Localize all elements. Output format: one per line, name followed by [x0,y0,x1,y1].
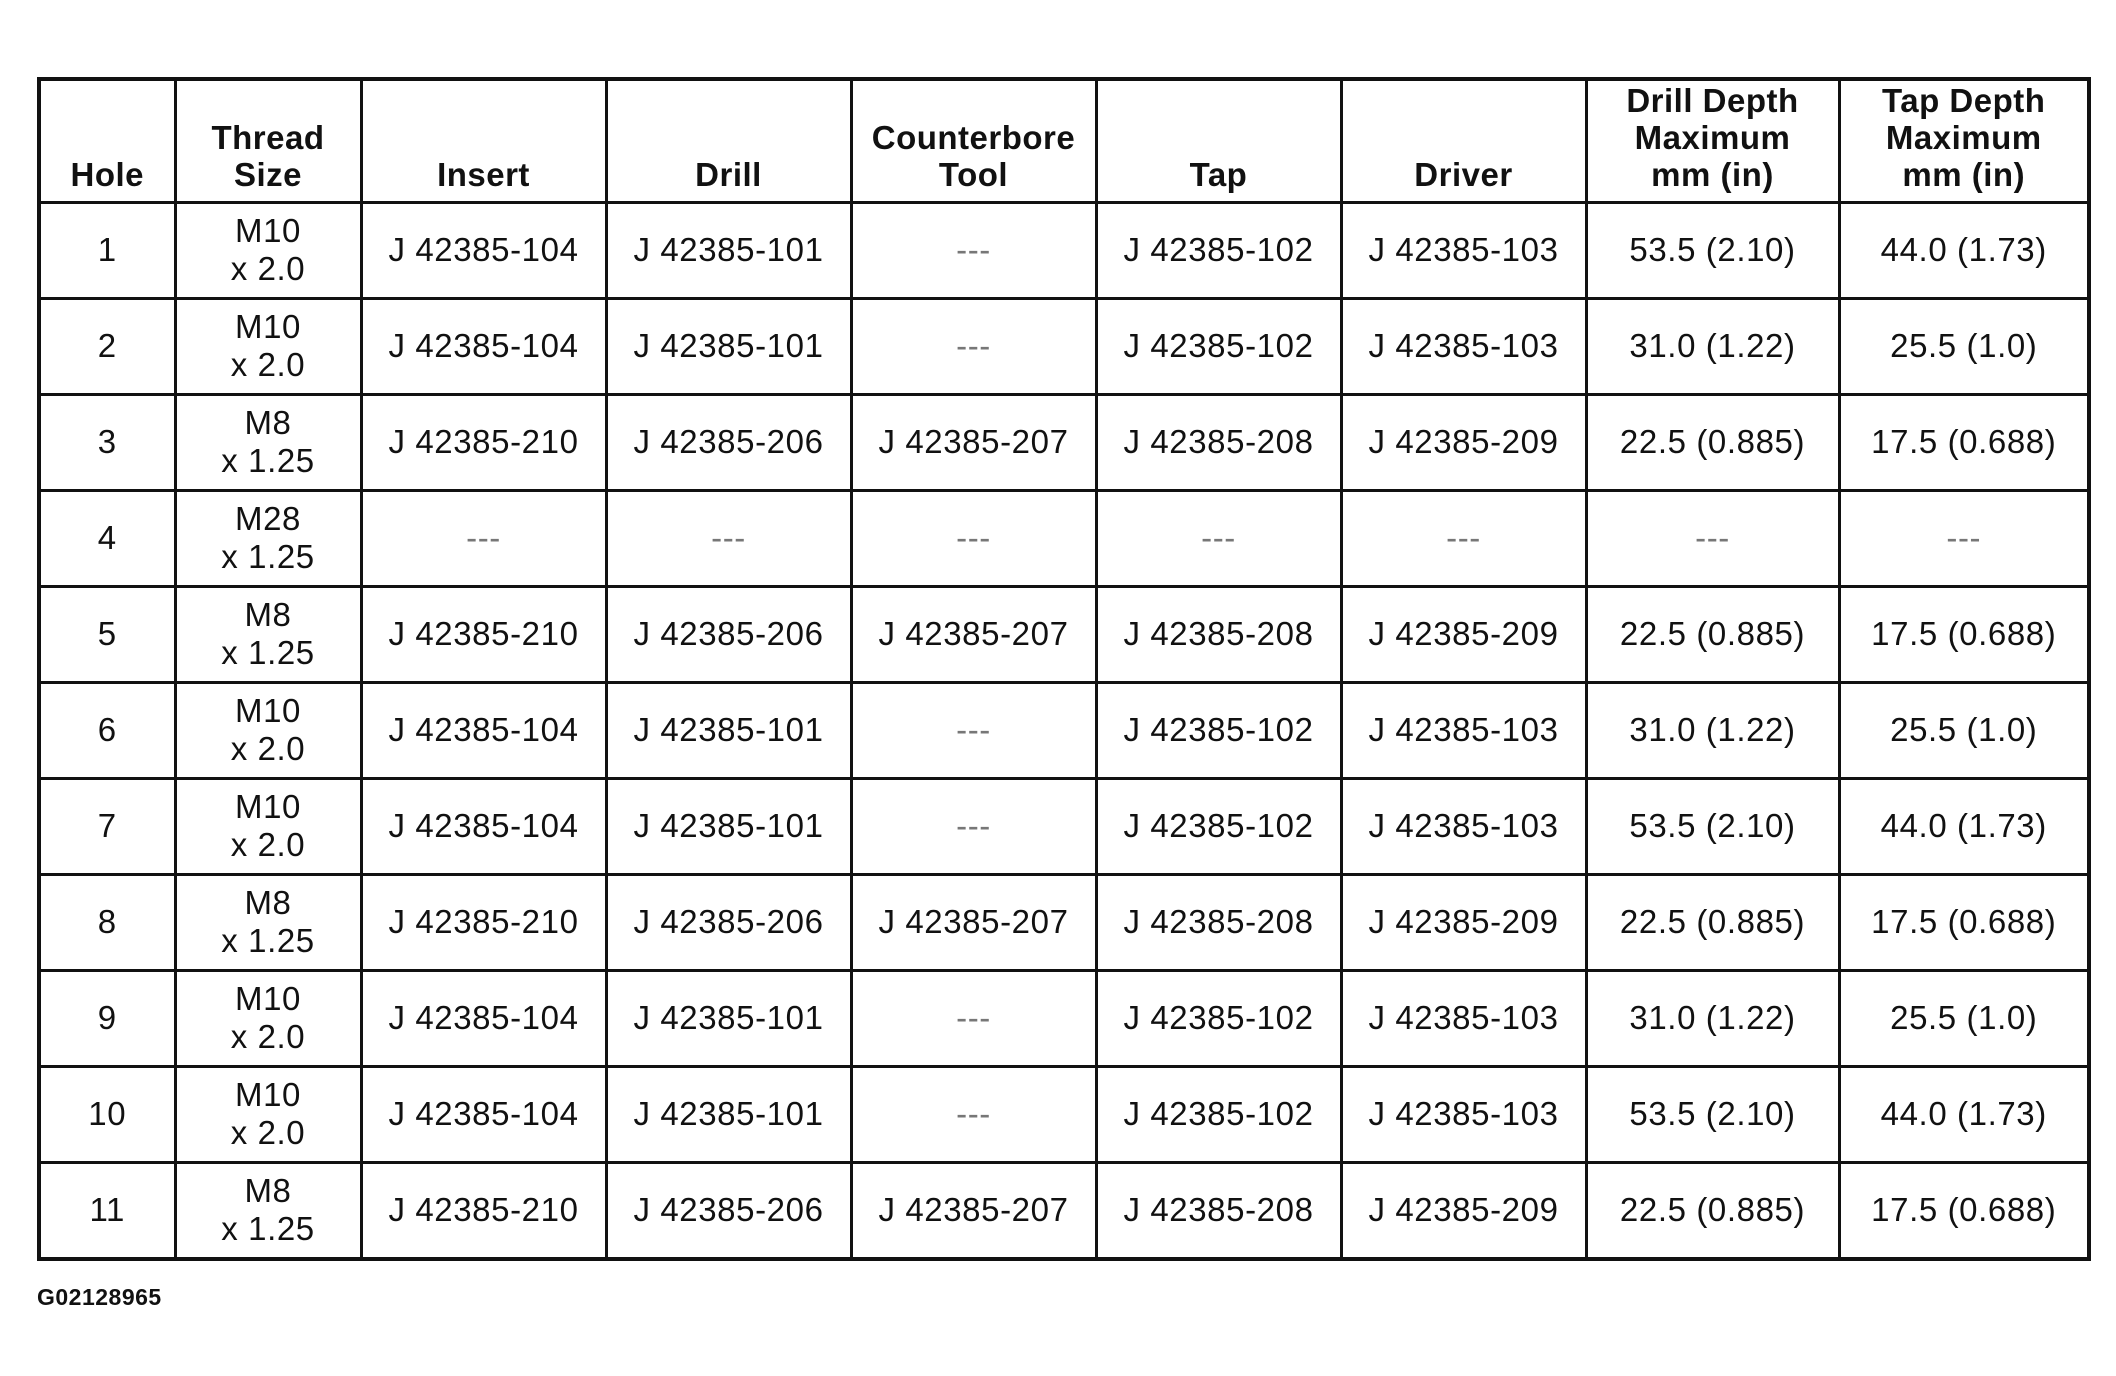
cell-line: x 1.25 [221,442,315,480]
cell-thread [175,682,361,778]
cell-counterbore: --- [851,682,1096,778]
cell-tap-depth: 17.5 (0.688) [1839,394,2089,490]
column-header-hole [39,79,175,203]
cell-drill: J 42385-101 [606,203,851,299]
column-header-thread-size [175,79,361,203]
cell-tap: J 42385-208 [1096,394,1341,490]
cell-thread [175,1162,361,1259]
cell-drill-depth: --- [1586,490,1839,586]
cell-tap-depth: 25.5 (1.0) [1839,682,2089,778]
cell-line: x 2.0 [230,1114,306,1152]
cell-driver: J 42385-103 [1341,682,1586,778]
table-body [39,203,2089,1260]
cell-line: x 2.0 [230,346,306,384]
cell-line: x 1.25 [221,538,315,576]
cell-line: M8 [244,404,292,442]
cell-tap: --- [1096,490,1341,586]
cell-hole: 2 [39,298,175,394]
cell-line: M10 [235,308,301,346]
cell-line: x 2.0 [230,826,306,864]
cell-thread [175,970,361,1066]
cell-thread [175,203,361,299]
table-header-row [39,79,2089,203]
cell-thread [175,874,361,970]
cell-drill: J 42385-206 [606,586,851,682]
column-header-line: Thread [211,119,325,156]
cell-line: x 2.0 [230,1018,306,1056]
cell-thread [175,1066,361,1162]
cell-driver: J 42385-209 [1341,394,1586,490]
cell-drill: J 42385-101 [606,682,851,778]
cell-tap-depth: 17.5 (0.688) [1839,586,2089,682]
cell-line: x 2.0 [230,730,306,768]
table-row [39,298,2089,394]
cell-hole: 9 [39,970,175,1066]
cell-line: M10 [235,212,301,250]
cell-tap-depth: 25.5 (1.0) [1839,298,2089,394]
cell-driver: J 42385-103 [1341,778,1586,874]
cell-driver: J 42385-103 [1341,1066,1586,1162]
column-header-line: Hole [70,156,144,193]
cell-thread [175,394,361,490]
cell-hole: 6 [39,682,175,778]
cell-drill-depth: 53.5 (2.10) [1586,1066,1839,1162]
cell-line: x 1.25 [221,922,315,960]
cell-counterbore: --- [851,203,1096,299]
cell-line: M10 [235,1076,301,1114]
cell-drill-depth: 53.5 (2.10) [1586,778,1839,874]
cell-counterbore: --- [851,298,1096,394]
cell-line: M8 [244,1172,292,1210]
cell-line: M10 [235,788,301,826]
column-header-counterbore-tool [851,79,1096,203]
cell-drill-depth: 31.0 (1.22) [1586,298,1839,394]
cell-line: M8 [244,596,292,634]
cell-line: M10 [235,980,301,1018]
cell-drill: J 42385-101 [606,778,851,874]
cell-line: M28 [235,500,301,538]
cell-drill-depth: 22.5 (0.885) [1586,394,1839,490]
cell-insert: J 42385-104 [361,970,606,1066]
table-row [39,394,2089,490]
cell-hole: 1 [39,203,175,299]
cell-line: M10 [235,692,301,730]
cell-counterbore: --- [851,970,1096,1066]
cell-insert: --- [361,490,606,586]
cell-thread [175,490,361,586]
tool-specification-table [37,77,2091,1261]
cell-line: M8 [244,884,292,922]
cell-insert: J 42385-104 [361,298,606,394]
column-header-line: Counterbore [871,119,1076,156]
column-header-line: Drill [695,156,762,193]
cell-insert: J 42385-104 [361,203,606,299]
cell-drill-depth: 53.5 (2.10) [1586,203,1839,299]
cell-drill: J 42385-206 [606,394,851,490]
cell-insert: J 42385-104 [361,1066,606,1162]
cell-tap-depth: 44.0 (1.73) [1839,778,2089,874]
cell-insert: J 42385-104 [361,682,606,778]
table-row [39,1066,2089,1162]
cell-drill: --- [606,490,851,586]
table-row [39,778,2089,874]
cell-tap-depth: 44.0 (1.73) [1839,1066,2089,1162]
cell-hole: 10 [39,1066,175,1162]
cell-insert: J 42385-210 [361,1162,606,1259]
cell-driver: J 42385-209 [1341,586,1586,682]
cell-line: x 2.0 [230,250,306,288]
table-row [39,874,2089,970]
cell-drill: J 42385-206 [606,1162,851,1259]
cell-hole: 4 [39,490,175,586]
cell-drill: J 42385-101 [606,970,851,1066]
table-row [39,203,2089,299]
cell-driver: J 42385-209 [1341,1162,1586,1259]
cell-counterbore: --- [851,1066,1096,1162]
cell-tap: J 42385-102 [1096,203,1341,299]
cell-insert: J 42385-104 [361,778,606,874]
column-header-line: mm (in) [1902,156,2026,193]
table-row [39,970,2089,1066]
table-row [39,586,2089,682]
cell-drill-depth: 22.5 (0.885) [1586,1162,1839,1259]
cell-counterbore: J 42385-207 [851,394,1096,490]
cell-hole: 7 [39,778,175,874]
cell-drill: J 42385-206 [606,874,851,970]
cell-tap: J 42385-102 [1096,778,1341,874]
column-header-line: Maximum [1885,119,2042,156]
cell-tap-depth: 17.5 (0.688) [1839,874,2089,970]
column-header-line: Size [233,156,303,193]
cell-tap: J 42385-102 [1096,1066,1341,1162]
column-header-line: Insert [437,156,530,193]
cell-thread [175,586,361,682]
column-header-line: Driver [1414,156,1513,193]
cell-drill: J 42385-101 [606,298,851,394]
column-header-driver [1341,79,1586,203]
cell-drill-depth: 31.0 (1.22) [1586,970,1839,1066]
column-header-line: Tap Depth [1882,82,2046,119]
column-header-line: Drill Depth [1626,82,1799,119]
cell-tap: J 42385-208 [1096,586,1341,682]
cell-driver: --- [1341,490,1586,586]
figure-id-label: G02128965 [37,1284,162,1310]
table-row [39,490,2089,586]
column-header-line: Tap [1189,156,1248,193]
cell-driver: J 42385-209 [1341,874,1586,970]
cell-tap: J 42385-208 [1096,874,1341,970]
cell-driver: J 42385-103 [1341,298,1586,394]
cell-line: x 1.25 [221,634,315,672]
cell-counterbore: J 42385-207 [851,586,1096,682]
cell-tap: J 42385-208 [1096,1162,1341,1259]
cell-hole: 3 [39,394,175,490]
cell-tap-depth: 44.0 (1.73) [1839,203,2089,299]
cell-drill-depth: 22.5 (0.885) [1586,586,1839,682]
cell-insert: J 42385-210 [361,394,606,490]
cell-hole: 5 [39,586,175,682]
cell-drill-depth: 31.0 (1.22) [1586,682,1839,778]
cell-thread [175,778,361,874]
cell-tap: J 42385-102 [1096,970,1341,1066]
column-header-drill [606,79,851,203]
column-header-line: mm (in) [1651,156,1774,193]
cell-insert: J 42385-210 [361,874,606,970]
column-header-tap-depth [1839,79,2089,203]
cell-counterbore: J 42385-207 [851,874,1096,970]
cell-drill-depth: 22.5 (0.885) [1586,874,1839,970]
cell-counterbore: --- [851,490,1096,586]
cell-tap: J 42385-102 [1096,682,1341,778]
cell-hole: 11 [39,1162,175,1259]
column-header-drill-depth [1586,79,1839,203]
table-row [39,1162,2089,1259]
cell-hole: 8 [39,874,175,970]
cell-tap-depth: 17.5 (0.688) [1839,1162,2089,1259]
cell-counterbore: --- [851,778,1096,874]
column-header-line: Tool [938,156,1009,193]
table-row [39,682,2089,778]
column-header-tap [1096,79,1341,203]
cell-driver: J 42385-103 [1341,203,1586,299]
cell-tap-depth: --- [1839,490,2089,586]
cell-thread [175,298,361,394]
cell-counterbore: J 42385-207 [851,1162,1096,1259]
cell-insert: J 42385-210 [361,586,606,682]
column-header-line: Maximum [1634,119,1791,156]
cell-drill: J 42385-101 [606,1066,851,1162]
column-header-insert [361,79,606,203]
cell-tap: J 42385-102 [1096,298,1341,394]
cell-tap-depth: 25.5 (1.0) [1839,970,2089,1066]
cell-driver: J 42385-103 [1341,970,1586,1066]
cell-line: x 1.25 [221,1210,315,1248]
